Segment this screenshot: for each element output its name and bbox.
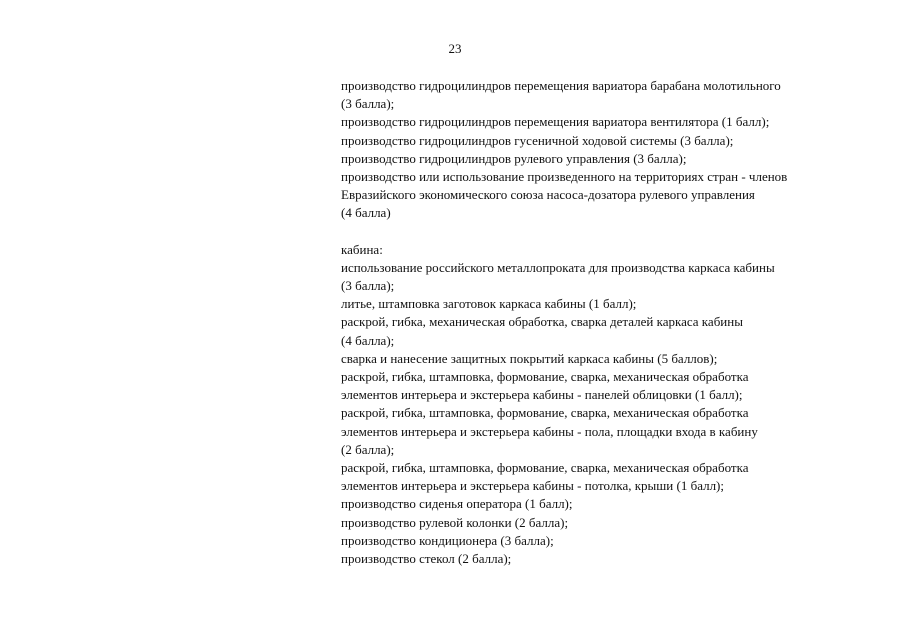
text-line: элементов интерьера и экстерьера кабины - потолка, крыши (1 балл); bbox=[341, 478, 724, 494]
text-line: элементов интерьера и экстерьера кабины - пола, площадки входа в кабину bbox=[341, 423, 758, 439]
text-line: производство сиденья оператора (1 балл); bbox=[341, 496, 573, 512]
text-line: раскрой, гибка, механическая обработка, сварка деталей каркаса кабины bbox=[341, 314, 743, 330]
text-line: производство гидроцилиндров перемещения вариатора вентилятора (1 балл); bbox=[341, 114, 770, 130]
text-line: раскрой, гибка, штамповка, формование, сварка, механическая обработка bbox=[341, 459, 749, 475]
document-body bbox=[341, 77, 886, 568]
text-line: (4 балла); bbox=[341, 332, 395, 348]
text-line: Евразийского экономического союза насоса-дозатора рулевого управления bbox=[341, 187, 755, 203]
text-line: (2 балла); bbox=[341, 441, 395, 457]
text-line: элементов интерьера и экстерьера кабины - панелей облицовки (1 балл); bbox=[341, 387, 743, 403]
page-number: 23 bbox=[448, 41, 462, 56]
text-line: производство кондиционера (3 балла); bbox=[341, 532, 554, 548]
text-line: (3 балла); bbox=[341, 96, 395, 112]
text-line: (4 балла) bbox=[341, 205, 391, 221]
text-line: (3 балла); bbox=[341, 278, 395, 294]
text-line: производство гидроцилиндров гусеничной ходовой системы (3 балла); bbox=[341, 132, 734, 148]
blank-line bbox=[341, 223, 886, 241]
text-line: производство стекол (2 балла); bbox=[341, 550, 512, 566]
text-line: производство или использование произведенного на территориях стран - членов bbox=[341, 168, 788, 184]
text-line: раскрой, гибка, штамповка, формование, сварка, механическая обработка bbox=[341, 405, 749, 421]
text-line: использование российского металлопроката для производства каркаса кабины bbox=[341, 259, 775, 275]
section-heading: кабина: bbox=[341, 241, 383, 257]
text-line: производство рулевой колонки (2 балла); bbox=[341, 514, 569, 530]
text-line: литье, штамповка заготовок каркаса кабины (1 балл); bbox=[341, 296, 637, 312]
text-line: производство гидроцилиндров рулевого управления (3 балла); bbox=[341, 150, 687, 166]
text-line: раскрой, гибка, штамповка, формование, сварка, механическая обработка bbox=[341, 369, 749, 384]
text-line: производство гидроцилиндров перемещения вариатора барабана молотильного bbox=[341, 78, 781, 93]
text-line: сварка и нанесение защитных покрытий каркаса кабины (5 баллов); bbox=[341, 350, 718, 366]
